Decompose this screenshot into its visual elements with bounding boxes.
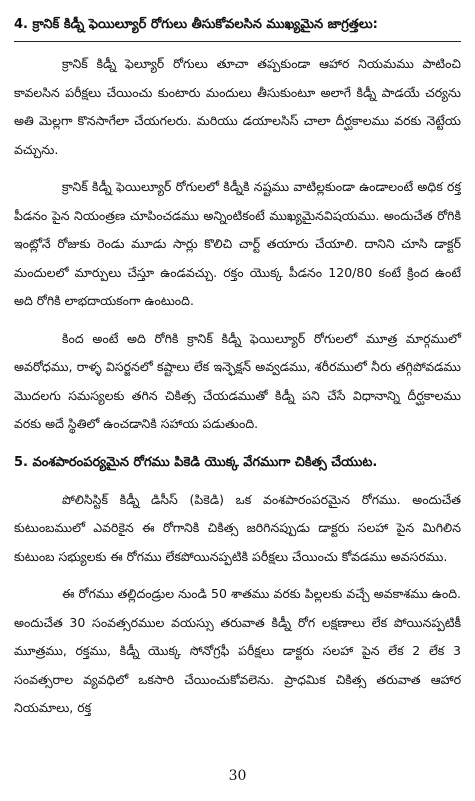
section-4-paragraph-2: క్రానిక్ కిడ్నీ ఫెయిల్యూర్ రోగులలో కిడ్నీకి నష్టము వాటిల్లకుండా ఉండాలంటే అధిక రక్త పీడనం పైన నియంత్రణ చూపించడము అన్నింటికంటే ముఖ్యమైనవిషయము. అందుచేత రోగికి ఇంట్లోనే రోజుకు రెండు మూడు సార్లు కొలిచి చార్ట్ తయారు చేయాలి. దానిని చూసి డాక్టర్ మందులలో మార్పులు చేస్తూ ఉండవచ్చు. రక్తం యొక్క పీడనం 120/80 కంటే క్రింద ఉంటే అది రోగికి లాభదాయకంగా ఉంటుంది. [14, 179, 461, 308]
section-4-paragraph-3: కింద అంటే అది రోగికి క్రానిక్ కిడ్నీ ఫెయిల్యూర్ రోగులలో మూత్ర మార్గములో అవరోధము, రాళ్ళ విసర్జనలో కష్టాలు లేక ఇన్ఫెక్షన్ అవ్వడము, శరీరములో నీరు తగ్గిపోవడము మొదలగు సమస్యలకు తగిన చికిత్స చేయడముతో కిడ్నీ పని చేసే విధానాన్ని దీర్ఘకాలము వరకు అదే స్థితిలో ఉంచడానికి సహాయ పడుతుంది. [14, 330, 461, 431]
section-4-paragraph-1: క్రానిక్ కిడ్నీ ఫెల్యూర్ రోగులు తూచా తప్పకుండా ఆహార నియమము పాటించి కావలసిన పరీక్షలు చేయించు కుంటారు మందులు తీసుకుంటూ అలాగే కిడ్నీ పాడయే చర్యను అతి మెల్లగా కొనసాగేలా చేయగలరు. మరియు డయాలసిస్ చాలా దీర్ఘకాలము వరకు నెట్టేయ వచ్చును. [14, 56, 461, 157]
section-5-paragraph-1: పోలిసిస్టిక్ కిడ్నీ డిసీస్ (పికెడి) ఒక వంశపారంపరమైన రోగము. అందుచేత కుటుంబములో ఎవరికైన ఈ రోగానికి చికిత్స జరిగినప్పుడు డాక్టరు సలహా పైన మిగిలిన కుటుంబ సభ్యులకు ఈ రోగము లేకపోయినప్పటికి పరీక్షలు చేయించు కోవడము అవసరము. [14, 491, 461, 564]
page-number: 30 [228, 768, 247, 784]
section-5-heading: 5. వంశపారంపర్యమైన రోగము పికెడి యొక్క వేగముగా చికిత్స చేయుట. [14, 454, 378, 470]
page-content [14, 10, 461, 732]
section-5-paragraph-2: ఈ రోగము తల్లిదండ్రుల నుండి 50 శాతము వరకు పిల్లలకు వచ్చే అవకాశము ఉంది. అందుచేత 30 సంవత్సరముల వయస్సు తరువాత కిడ్నీ రోగ లక్షణాలు లేక పోయినప్పటికీ మూత్రము, రక్తము, కిడ్నీ యొక్క సోనోగ్రఫీ పరీక్షలు డాక్టరు సలహా పైన లేక 2 లేక 3 సంవత్సరాల వ్యవధిలో ఒకసారి చేయించుకోవలెను. ప్రాధమిక చికిత్స తరువాత ఆహార నియమాలు, రక్త [14, 586, 461, 715]
section-4-heading: 4. క్రానిక్ కిడ్నీ ఫెయిల్యూర్ రోగులు తీసుకోవలసిన ముఖ్యమైన జాగ్రత్తలు: [14, 10, 461, 42]
